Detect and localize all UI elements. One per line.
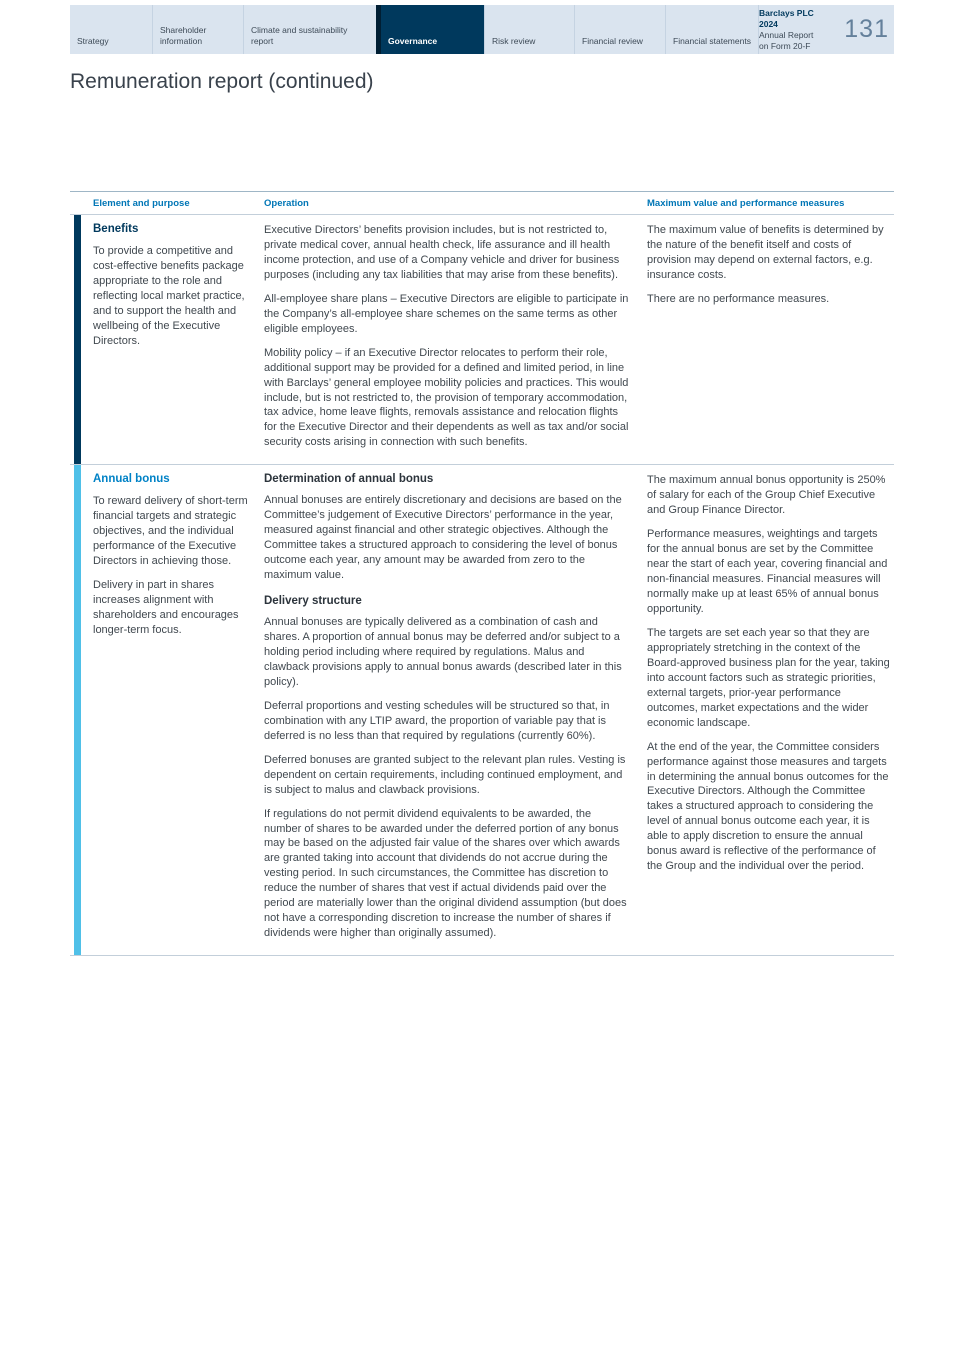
maximum-value-paragraph: Performance measures, weightings and targets for the annual bonus are set by the Committee near the start of each year, covering financial and non-financial measures. Financial measures will normally make up at least 65% of annual bonus opportunity. [647,528,888,615]
row-accent-bar [74,465,81,955]
maximum-value-cell [647,465,894,955]
tab-label: Shareholder information [160,24,207,46]
tab-climate-and-sustainability-report[interactable] [243,5,376,54]
operation-paragraph: Deferral proportions and vesting schedules will be structured so that, in combination with any LTIP award, the proportion of variable pay that is deferred is no less than that required by regulations (currently 60%). [264,699,610,742]
tab-label: Risk review [492,35,536,46]
maximum-value-cell [647,215,894,464]
tab-governance[interactable] [376,5,484,54]
nav-right-area [758,5,894,54]
maximum-value-paragraph: At the end of the year, the Committee considers performance against those measures and targets in determining the annual bonus outcomes for the Executive Directors. Although the Committee takes a structured approach to considering the level of annual bonus outcome each year, it is able to apply discretion to ensure the annual bonus award is reflective of the performance of the Group and the individual over the period. [647,740,889,873]
tab-label: Financial review [582,35,643,46]
element-and-purpose-cell [81,215,264,464]
operation-paragraph: Mobility policy – if an Executive Director relocates to perform their role, additional support may be provided for a defined and limited period, in line with Barclays’ general employee mobility policies and practices. This would include, but is not restricted to, the provision of temporary accommodation, tax advice, home leave flights, removals assistance and relocation flights for the Executive Director and their dependents as well as tax and/or social security costs arising in connection with such benefits. [264,346,629,449]
maximum-value-paragraph: The targets are set each year so that they are appropriately stretching in the context of the Board-approved business plan for the year, taking into account factors such as strategic priorities, external targets, prior-year performance outcomes, market expectations and the wider economic landscape. [647,626,890,729]
brand-subtitle-2: on Form 20-F [759,40,811,51]
row-accent-bar [74,215,81,464]
table-body [70,215,894,956]
table-header-spacer [70,198,81,209]
tab-label: Strategy [77,35,109,46]
policy-row-benefits [70,215,894,465]
operation-subheading: Determination of annual bonus [264,473,434,486]
report-section-nav [70,5,894,54]
tab-financial-statements[interactable] [665,5,758,54]
operation-subheading: Delivery structure [264,595,362,608]
tab-label: Climate and sustainability report [251,24,348,46]
maximum-value-paragraph: The maximum value of benefits is determined by the nature of the benefit itself and costs of provision may depend on external factors, e.g. insurance costs. [647,224,884,281]
page-number: 131 [844,15,889,43]
element-heading: Annual bonus [93,473,170,486]
purpose-paragraph: Delivery in part in shares increases alignment with shareholders and encourages longer-term focus. [93,579,239,636]
tab-label: Financial statements [673,35,751,46]
purpose-paragraph: To provide a competitive and cost-effective benefits package appropriate to the role and reflecting local market practice, and to support the health and wellbeing of the Executive Directors. [93,245,245,347]
element-heading: Benefits [93,223,139,235]
report-brand [759,8,822,52]
operation-paragraph: If regulations do not permit dividend equivalents to be awarded, the number of shares to be awarded under the deferred portion of any bonus may be based on the adjusted fair value of the shares over which awards are granted taking into account that dividends do not accrue during the vesting period. In such circumstances, the Committee has discretion to reduce the number of shares that vest if actual dividends paid over the period are materially lower than the original dividend assumption (but does not have a corresponding discretion to increase the number of shares if dividends were higher than originally assumed). [264,807,627,940]
column-header-operation: Operation [264,198,309,209]
operation-paragraph: Deferred bonuses are granted subject to the relevant plan rules. Vesting is dependent on certain requirements, including continued employment, and is subject to malus and clawback provisions. [264,753,626,796]
section-tabs [70,5,758,54]
tab-shareholder-information[interactable] [152,5,243,54]
maximum-value-paragraph: The maximum annual bonus opportunity is 250% of salary for each of the Group Chief Executive and Group Finance Director. [647,474,886,517]
page-title: Remuneration report (continued) [70,70,374,93]
column-header-element-and-purpose: Element and purpose [93,198,190,209]
maximum-value-paragraph: There are no performance measures. [647,292,830,305]
operation-paragraph: All-employee share plans – Executive Directors are eligible to participate in the Company’s all-employee share schemes on the same terms as other eligible employees. [264,292,629,335]
tab-financial-review[interactable] [574,5,665,54]
operation-paragraph: Annual bonuses are typically delivered as a combination of cash and shares. A proportion of annual bonus may be deferred and/or subject to a holding period including where required by regulations. Malus and clawback provisions apply to annual bonus awards (described later in this policy). [264,616,622,688]
tab-label: Governance [388,35,438,46]
operation-cell [264,215,647,464]
operation-paragraph: Annual bonuses are entirely discretionary and decisions are based on the Committee’s judgement of Executive Directors’ performance in the year, measured against financial and other strategic objectives. Although the Committee takes a structured approach to considering the level of bonus outcome each year, any amount may be awarded from zero to the maximum value. [264,494,622,582]
element-and-purpose-cell [81,465,264,955]
policy-row-annual-bonus [70,465,894,956]
brand-title: Barclays PLC 2024 [759,7,814,29]
column-header-maximum-value: Maximum value and performance measures [647,198,845,209]
tab-risk-review[interactable] [484,5,574,54]
purpose-paragraph: To reward delivery of short-term financial targets and strategic objectives, and the individual performance of the Executive Directors in achieving those. [93,495,248,568]
table-header-row [70,191,894,215]
operation-paragraph: Executive Directors’ benefits provision includes, but is not restricted to, private medical cover, annual health check, life assurance and ill health income protection, and use of a Company vehicle and driver for business purposes (including any tax liabilities that may arise from these benefits). [264,224,620,281]
operation-cell [264,465,647,955]
tab-strategy[interactable] [70,5,152,54]
brand-subtitle-1: Annual Report [759,29,814,40]
remuneration-policy-table [70,191,894,956]
